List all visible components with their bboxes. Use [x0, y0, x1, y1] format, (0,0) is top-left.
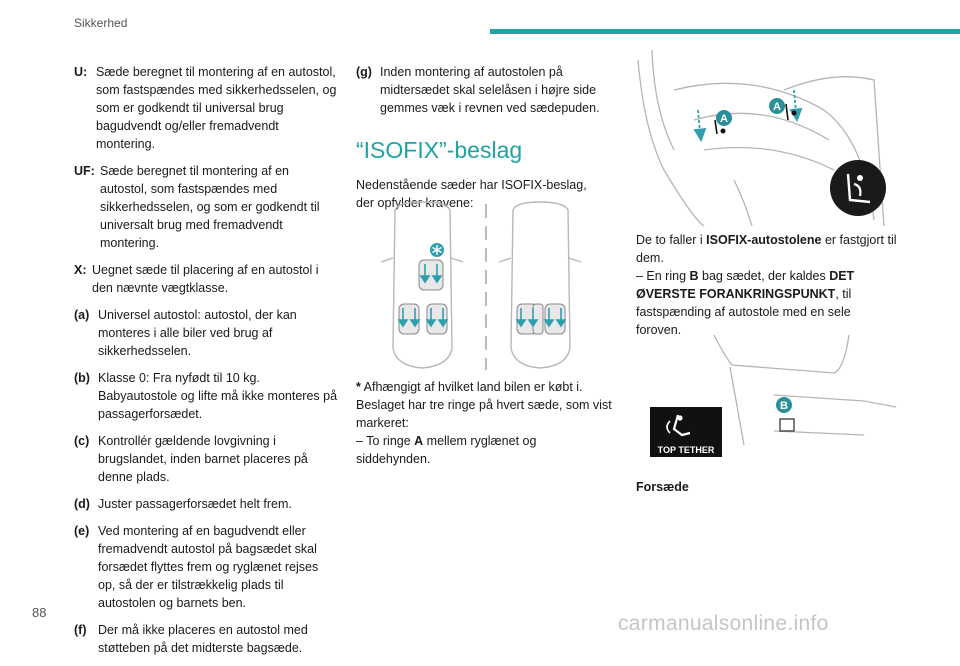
- p2-suffix: , til fastspænding af autostole med en sele foroven.: [636, 287, 852, 337]
- label-a-badge-1: [716, 110, 732, 126]
- latches-paragraph: [636, 231, 898, 267]
- top-tether-illustration: [634, 335, 896, 455]
- item-text: Sæde beregnet til montering af en autostol, som fastspændes med sikkerhedsselen, og som er godkendt til universalt brug med fremadvendt montering.: [100, 164, 320, 250]
- list-item: [74, 621, 339, 657]
- item-text: Kontrollér gældende lovgivning i brugslandet, inden barnet placeres på denne plads.: [98, 434, 308, 484]
- middle-column-footer: [356, 378, 612, 468]
- seat-back-outline: [714, 335, 896, 445]
- item-key: (e): [74, 524, 90, 538]
- list-item: [74, 63, 339, 153]
- label-a-badge-2: [769, 98, 785, 114]
- car-outline-right: [499, 202, 581, 368]
- p1-suffix: er fastgjort til dem.: [636, 233, 897, 265]
- item-text: Sæde beregnet til montering af en autostol, som fastspændes med sikkerhedsselen, og som er godkendt til universal brug bagudvendt og/eller fremadvendt montering.: [96, 65, 337, 151]
- item-text: Der må ikke placeres en autostol med støtteben på det midterste bagsæde.: [98, 623, 308, 655]
- label-b-text: B: [780, 400, 788, 412]
- item-key: (d): [74, 497, 90, 511]
- asterisk-icon: [430, 243, 444, 257]
- p2-prefix: – En ring: [636, 269, 690, 283]
- seats: [399, 260, 565, 334]
- p2-bold-anchor: DET ØVERSTE FORANKRINGSPUNKT: [636, 269, 855, 301]
- bullet-suffix: mellem ryglænet og siddehynden.: [356, 434, 537, 466]
- p2-bold-b: B: [689, 269, 699, 283]
- middle-column: [356, 63, 608, 212]
- footnote-text: Afhængigt af hvilket land bilen er købt i.: [360, 380, 583, 394]
- item-key: U:: [74, 65, 88, 79]
- list-item: [74, 522, 339, 612]
- top-tether-label: TOP TETHER: [657, 445, 715, 455]
- label-b-badge: [776, 397, 792, 413]
- list-item: [74, 306, 339, 360]
- right-column-text: [636, 231, 898, 339]
- subheading-forsaede: Forsæde: [636, 480, 689, 494]
- isofix-ring-a-illustration: [634, 50, 896, 226]
- list-item: [74, 369, 339, 423]
- ring-b-paragraph: [636, 267, 898, 339]
- bullet-prefix: – To ringe: [356, 434, 415, 448]
- top-tether-badge: [650, 407, 722, 457]
- isofix-child-seat-icon: [830, 160, 886, 216]
- item-key: (a): [74, 308, 90, 322]
- item-key: UF:: [74, 164, 95, 178]
- list-item: [74, 432, 339, 486]
- item-text: Inden montering af autostolen på midtersædet skal selelåsen i højre side gemmes væk i revnen ved sædepuden.: [380, 65, 600, 115]
- list-item: [74, 495, 339, 513]
- bullet-bold: A: [414, 434, 424, 448]
- footnote: [356, 378, 612, 396]
- item-key: (f): [74, 623, 87, 637]
- item-key: X:: [74, 263, 87, 277]
- p2-mid: bag sædet, der kaldes: [698, 269, 830, 283]
- section-title: Sikkerhed: [74, 16, 128, 30]
- intro-paragraph: Nedenstående sæder har ISOFIX-beslag, der opfylder kravene:: [356, 178, 587, 210]
- item-text: Ved montering af en bagudvendt eller fremadvendt autostol på bagsædet skal forsædet flyttes frem og ryglænet rejses op, så der er tilstrækkelig plads til autostolen og barnets ben.: [98, 524, 319, 610]
- label-a-text: A: [773, 101, 781, 113]
- item-key: (c): [74, 434, 90, 448]
- list-item: [74, 261, 339, 297]
- isofix-ring-a-arrows: [695, 90, 801, 140]
- left-column: [74, 63, 339, 666]
- list-item: [356, 63, 608, 117]
- item-text: Universel autostol: autostol, der kan monteres i alle biler ved brug af sikkerhedsselen.: [98, 308, 297, 358]
- footnote-star: *: [356, 380, 361, 394]
- item-key: (g): [356, 65, 372, 79]
- rings-bullet: [356, 432, 612, 468]
- p1-prefix: De to faller i: [636, 233, 707, 247]
- item-text: Juster passagerforsædet helt frem.: [98, 497, 292, 511]
- rings-paragraph: Beslaget har tre ringe på hvert sæde, som vist markeret:: [356, 398, 612, 430]
- page-number: 88: [32, 605, 47, 620]
- header-accent-bar: [490, 29, 960, 34]
- list-item: [74, 162, 339, 252]
- isofix-seat-diagram: [373, 200, 599, 372]
- watermark: carmanualsonline.info: [618, 612, 829, 635]
- item-text: Uegnet sæde til placering af en autostol i den nævnte vægtklasse.: [92, 263, 319, 295]
- item-text: Klasse 0: Fra nyfødt til 10 kg. Babyautostole og lifte må ikke monteres på passagerforsædet.: [98, 371, 338, 421]
- label-a-text: A: [720, 113, 728, 125]
- ring-b-hook: [780, 419, 794, 431]
- item-key: (b): [74, 371, 90, 385]
- section-heading: “ISOFIX”-beslag: [356, 137, 523, 163]
- p1-bold: ISOFIX-autostolene: [706, 233, 822, 247]
